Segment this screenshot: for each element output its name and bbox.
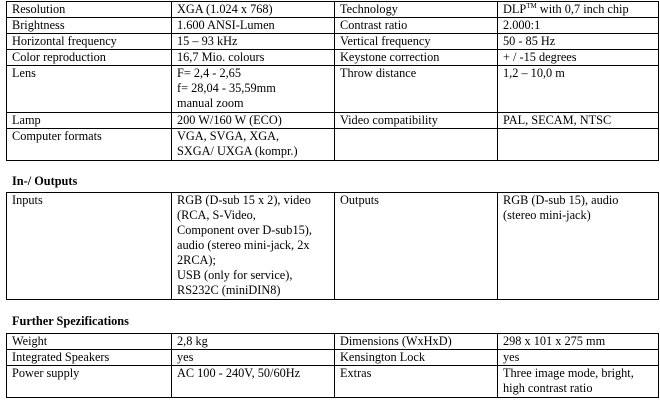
- table-row: [7, 66, 659, 113]
- spec-label: Horizontal frequency: [7, 34, 172, 50]
- spec-label: Power supply: [7, 366, 172, 398]
- spec-label: Throw distance: [335, 66, 498, 113]
- spec-value: 2.000:1: [498, 18, 659, 34]
- table-row: [7, 334, 659, 350]
- spec-label: Kensington Lock: [335, 350, 498, 366]
- spec-label: Video compatibility: [335, 113, 498, 129]
- spec-label: Integrated Speakers: [7, 350, 172, 366]
- spec-label: Extras: [335, 366, 498, 398]
- empty-cell: [335, 129, 498, 161]
- spec-value: F= 2,4 - 2,65 f= 28,04 - 35,59mm manual zoom: [172, 66, 335, 113]
- io-spec-table: [6, 192, 659, 300]
- table-row: [7, 113, 659, 129]
- section-heading-io: In-/ Outputs: [12, 174, 78, 188]
- spec-value: 15 – 93 kHz: [172, 34, 335, 50]
- spec-label: Dimensions (WxHxD): [335, 334, 498, 350]
- spec-value: 298 x 101 x 275 mm: [498, 334, 659, 350]
- spec-value: 200 W/160 W (ECO): [172, 113, 335, 129]
- spec-label: Brightness: [7, 18, 172, 34]
- spec-label: Outputs: [335, 193, 498, 300]
- table-row: [7, 366, 659, 398]
- spec-label: Resolution: [7, 2, 172, 18]
- spec-value: 1,2 – 10,0 m: [498, 66, 659, 113]
- spec-value: RGB (D-sub 15 x 2), video (RCA, S-Video, Component over D-sub15), audio (stereo mini-jack, 2x 2RCA); USB (only for service), RS232C (miniDIN8): [172, 193, 335, 300]
- spec-value: VGA, SVGA, XGA, SXGA/ UXGA (kompr.): [172, 129, 335, 161]
- spec-label: Lens: [7, 66, 172, 113]
- main-spec-table: [6, 1, 659, 161]
- table-row: [7, 18, 659, 34]
- table-row: [7, 193, 659, 300]
- spec-label: Technology: [335, 2, 498, 18]
- further-spec-table: [6, 333, 659, 398]
- spec-label: Weight: [7, 334, 172, 350]
- spec-label: Keystone correction: [335, 50, 498, 66]
- empty-cell: [498, 129, 659, 161]
- table-row: [7, 50, 659, 66]
- spec-value: + / -15 degrees: [498, 50, 659, 66]
- spec-label: Inputs: [7, 193, 172, 300]
- spec-label: Lamp: [7, 113, 172, 129]
- table-row: [7, 350, 659, 366]
- spec-label: Vertical frequency: [335, 34, 498, 50]
- section-heading-further: Further Spezifications: [12, 314, 129, 328]
- table-row: [7, 2, 659, 18]
- spec-value: 16,7 Mio. colours: [172, 50, 335, 66]
- spec-value: XGA (1.024 x 768): [172, 2, 335, 18]
- spec-value: RGB (D-sub 15), audio (stereo mini-jack): [498, 193, 659, 300]
- spec-value: Three image mode, bright, high contrast ratio: [498, 366, 659, 398]
- table-row: [7, 34, 659, 50]
- spec-value: yes: [498, 350, 659, 366]
- spec-value-technology: DLP™ with 0,7 inch chip: [498, 2, 659, 18]
- spec-value: 50 - 85 Hz: [498, 34, 659, 50]
- spec-value: 1.600 ANSI-Lumen: [172, 18, 335, 34]
- spec-label: Color reproduction: [7, 50, 172, 66]
- spec-value: AC 100 - 240V, 50/60Hz: [172, 366, 335, 398]
- spec-label: Computer formats: [7, 129, 172, 161]
- spec-value: PAL, SECAM, NTSC: [498, 113, 659, 129]
- spec-value: 2,8 kg: [172, 334, 335, 350]
- trademark-superscript: TM: [526, 2, 537, 10]
- table-row: [7, 129, 659, 161]
- spec-label: Contrast ratio: [335, 18, 498, 34]
- spec-value: yes: [172, 350, 335, 366]
